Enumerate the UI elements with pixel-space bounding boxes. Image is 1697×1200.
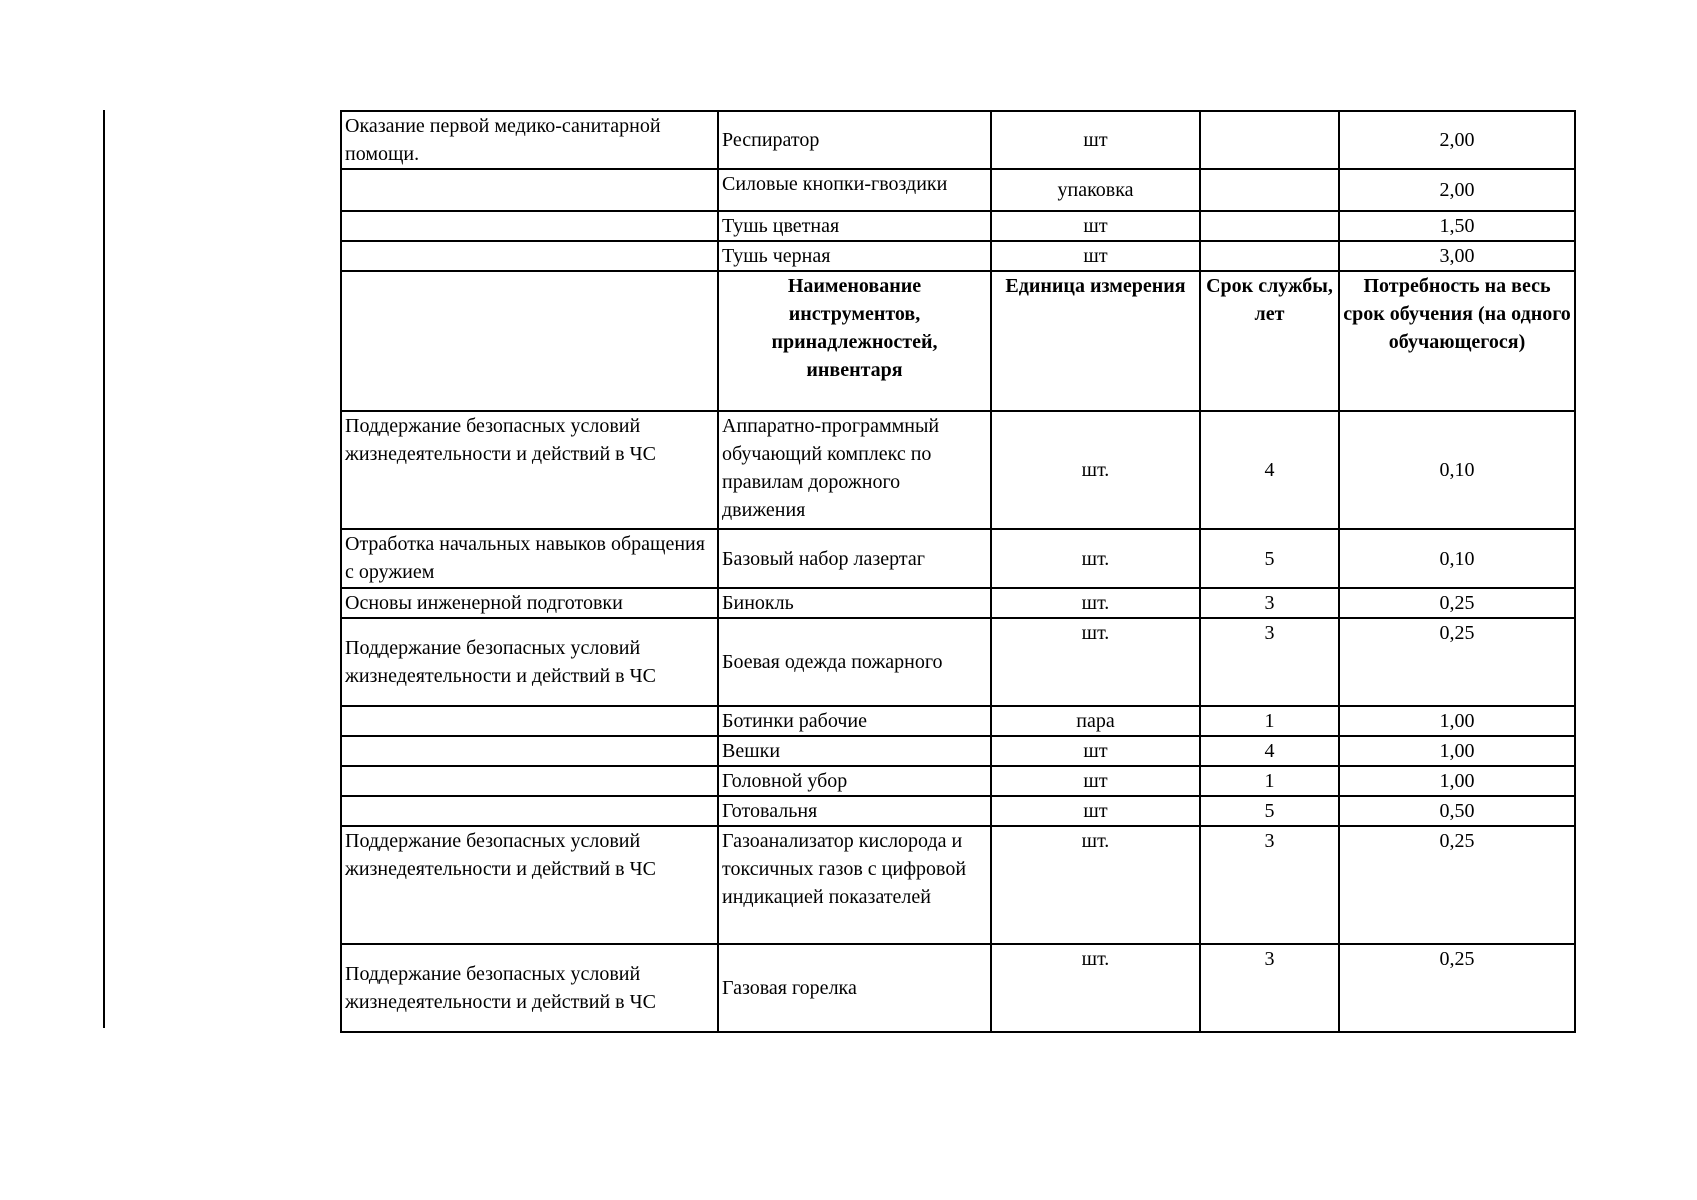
unit-cell: шт bbox=[991, 211, 1200, 241]
equipment-table bbox=[340, 110, 1576, 1033]
life-cell: 3 bbox=[1200, 826, 1339, 944]
item-cell: Бинокль bbox=[718, 588, 991, 618]
need-cell: 1,50 bbox=[1339, 211, 1575, 241]
header-empty-cell bbox=[341, 271, 718, 411]
subject-cell bbox=[341, 211, 718, 241]
life-cell: 4 bbox=[1200, 736, 1339, 766]
unit-cell: шт. bbox=[991, 826, 1200, 944]
need-cell: 3,00 bbox=[1339, 241, 1575, 271]
life-cell: 1 bbox=[1200, 766, 1339, 796]
item-cell: Газовая горелка bbox=[718, 944, 991, 1032]
header-need: Потребность на весь срок обучения (на одного обучающегося) bbox=[1339, 271, 1575, 411]
header-unit: Единица измерения bbox=[991, 271, 1200, 411]
subject-cell bbox=[341, 796, 718, 826]
need-cell: 2,00 bbox=[1339, 169, 1575, 211]
table-row bbox=[341, 529, 1575, 588]
need-cell: 0,25 bbox=[1339, 588, 1575, 618]
table-row bbox=[341, 211, 1575, 241]
subject-cell bbox=[341, 169, 718, 211]
item-cell: Респиратор bbox=[718, 111, 991, 169]
subject-cell: Поддержание безопасных условий жизнедеятельности и действий в ЧС bbox=[341, 618, 718, 706]
unit-cell: шт bbox=[991, 736, 1200, 766]
table-row bbox=[341, 826, 1575, 944]
life-cell: 5 bbox=[1200, 796, 1339, 826]
unit-cell: шт. bbox=[991, 411, 1200, 529]
life-cell: 5 bbox=[1200, 529, 1339, 588]
need-cell: 0,10 bbox=[1339, 411, 1575, 529]
item-cell: Ботинки рабочие bbox=[718, 706, 991, 736]
life-cell: 3 bbox=[1200, 618, 1339, 706]
item-cell: Головной убор bbox=[718, 766, 991, 796]
table-row bbox=[341, 111, 1575, 169]
need-cell: 1,00 bbox=[1339, 766, 1575, 796]
need-cell: 2,00 bbox=[1339, 111, 1575, 169]
item-cell: Вешки bbox=[718, 736, 991, 766]
need-cell: 1,00 bbox=[1339, 736, 1575, 766]
life-cell bbox=[1200, 169, 1339, 211]
item-cell: Аппаратно-программный обучающий комплекс по правилам дорожного движения bbox=[718, 411, 991, 529]
life-cell bbox=[1200, 211, 1339, 241]
unit-cell: шт bbox=[991, 111, 1200, 169]
unit-cell: упаковка bbox=[991, 169, 1200, 211]
subject-cell bbox=[341, 706, 718, 736]
unit-cell: шт bbox=[991, 241, 1200, 271]
subject-cell: Основы инженерной подготовки bbox=[341, 588, 718, 618]
unit-cell: шт bbox=[991, 766, 1200, 796]
table-row bbox=[341, 169, 1575, 211]
unit-cell: шт. bbox=[991, 588, 1200, 618]
need-cell: 1,00 bbox=[1339, 706, 1575, 736]
need-cell: 0,50 bbox=[1339, 796, 1575, 826]
table-row bbox=[341, 944, 1575, 1032]
table-row bbox=[341, 736, 1575, 766]
item-cell: Готовальня bbox=[718, 796, 991, 826]
need-cell: 0,25 bbox=[1339, 944, 1575, 1032]
item-cell: Тушь черная bbox=[718, 241, 991, 271]
subject-cell: Поддержание безопасных условий жизнедеятельности и действий в ЧС bbox=[341, 826, 718, 944]
need-cell: 0,10 bbox=[1339, 529, 1575, 588]
header-service-life: Срок службы, лет bbox=[1200, 271, 1339, 411]
table-row bbox=[341, 411, 1575, 529]
unit-cell: шт bbox=[991, 796, 1200, 826]
unit-cell: шт. bbox=[991, 529, 1200, 588]
item-cell: Газоанализатор кислорода и токсичных газов с цифровой индикацией показателей bbox=[718, 826, 991, 944]
header-name: Наименование инструментов, принадлежностей, инвентаря bbox=[718, 271, 991, 411]
need-cell: 0,25 bbox=[1339, 826, 1575, 944]
subject-cell: Поддержание безопасных условий жизнедеятельности и действий в ЧС bbox=[341, 944, 718, 1032]
item-cell: Базовый набор лазертаг bbox=[718, 529, 991, 588]
header-row bbox=[341, 271, 1575, 411]
table-row bbox=[341, 706, 1575, 736]
table-row bbox=[341, 766, 1575, 796]
life-cell bbox=[1200, 241, 1339, 271]
subject-cell bbox=[341, 766, 718, 796]
table-row bbox=[341, 241, 1575, 271]
life-cell: 1 bbox=[1200, 706, 1339, 736]
item-cell: Тушь цветная bbox=[718, 211, 991, 241]
margin-rule bbox=[103, 110, 105, 1028]
item-cell: Силовые кнопки-гвоздики bbox=[718, 169, 991, 211]
table-row bbox=[341, 588, 1575, 618]
life-cell: 3 bbox=[1200, 588, 1339, 618]
life-cell: 3 bbox=[1200, 944, 1339, 1032]
subject-cell: Поддержание безопасных условий жизнедеятельности и действий в ЧС bbox=[341, 411, 718, 529]
life-cell bbox=[1200, 111, 1339, 169]
life-cell: 4 bbox=[1200, 411, 1339, 529]
need-cell: 0,25 bbox=[1339, 618, 1575, 706]
item-cell: Боевая одежда пожарного bbox=[718, 618, 991, 706]
subject-cell bbox=[341, 241, 718, 271]
table-row bbox=[341, 618, 1575, 706]
table-row bbox=[341, 796, 1575, 826]
subject-cell bbox=[341, 736, 718, 766]
unit-cell: шт. bbox=[991, 944, 1200, 1032]
subject-cell: Оказание первой медико-санитарной помощи. bbox=[341, 111, 718, 169]
subject-cell: Отработка начальных навыков обращения с оружием bbox=[341, 529, 718, 588]
unit-cell: пара bbox=[991, 706, 1200, 736]
unit-cell: шт. bbox=[991, 618, 1200, 706]
